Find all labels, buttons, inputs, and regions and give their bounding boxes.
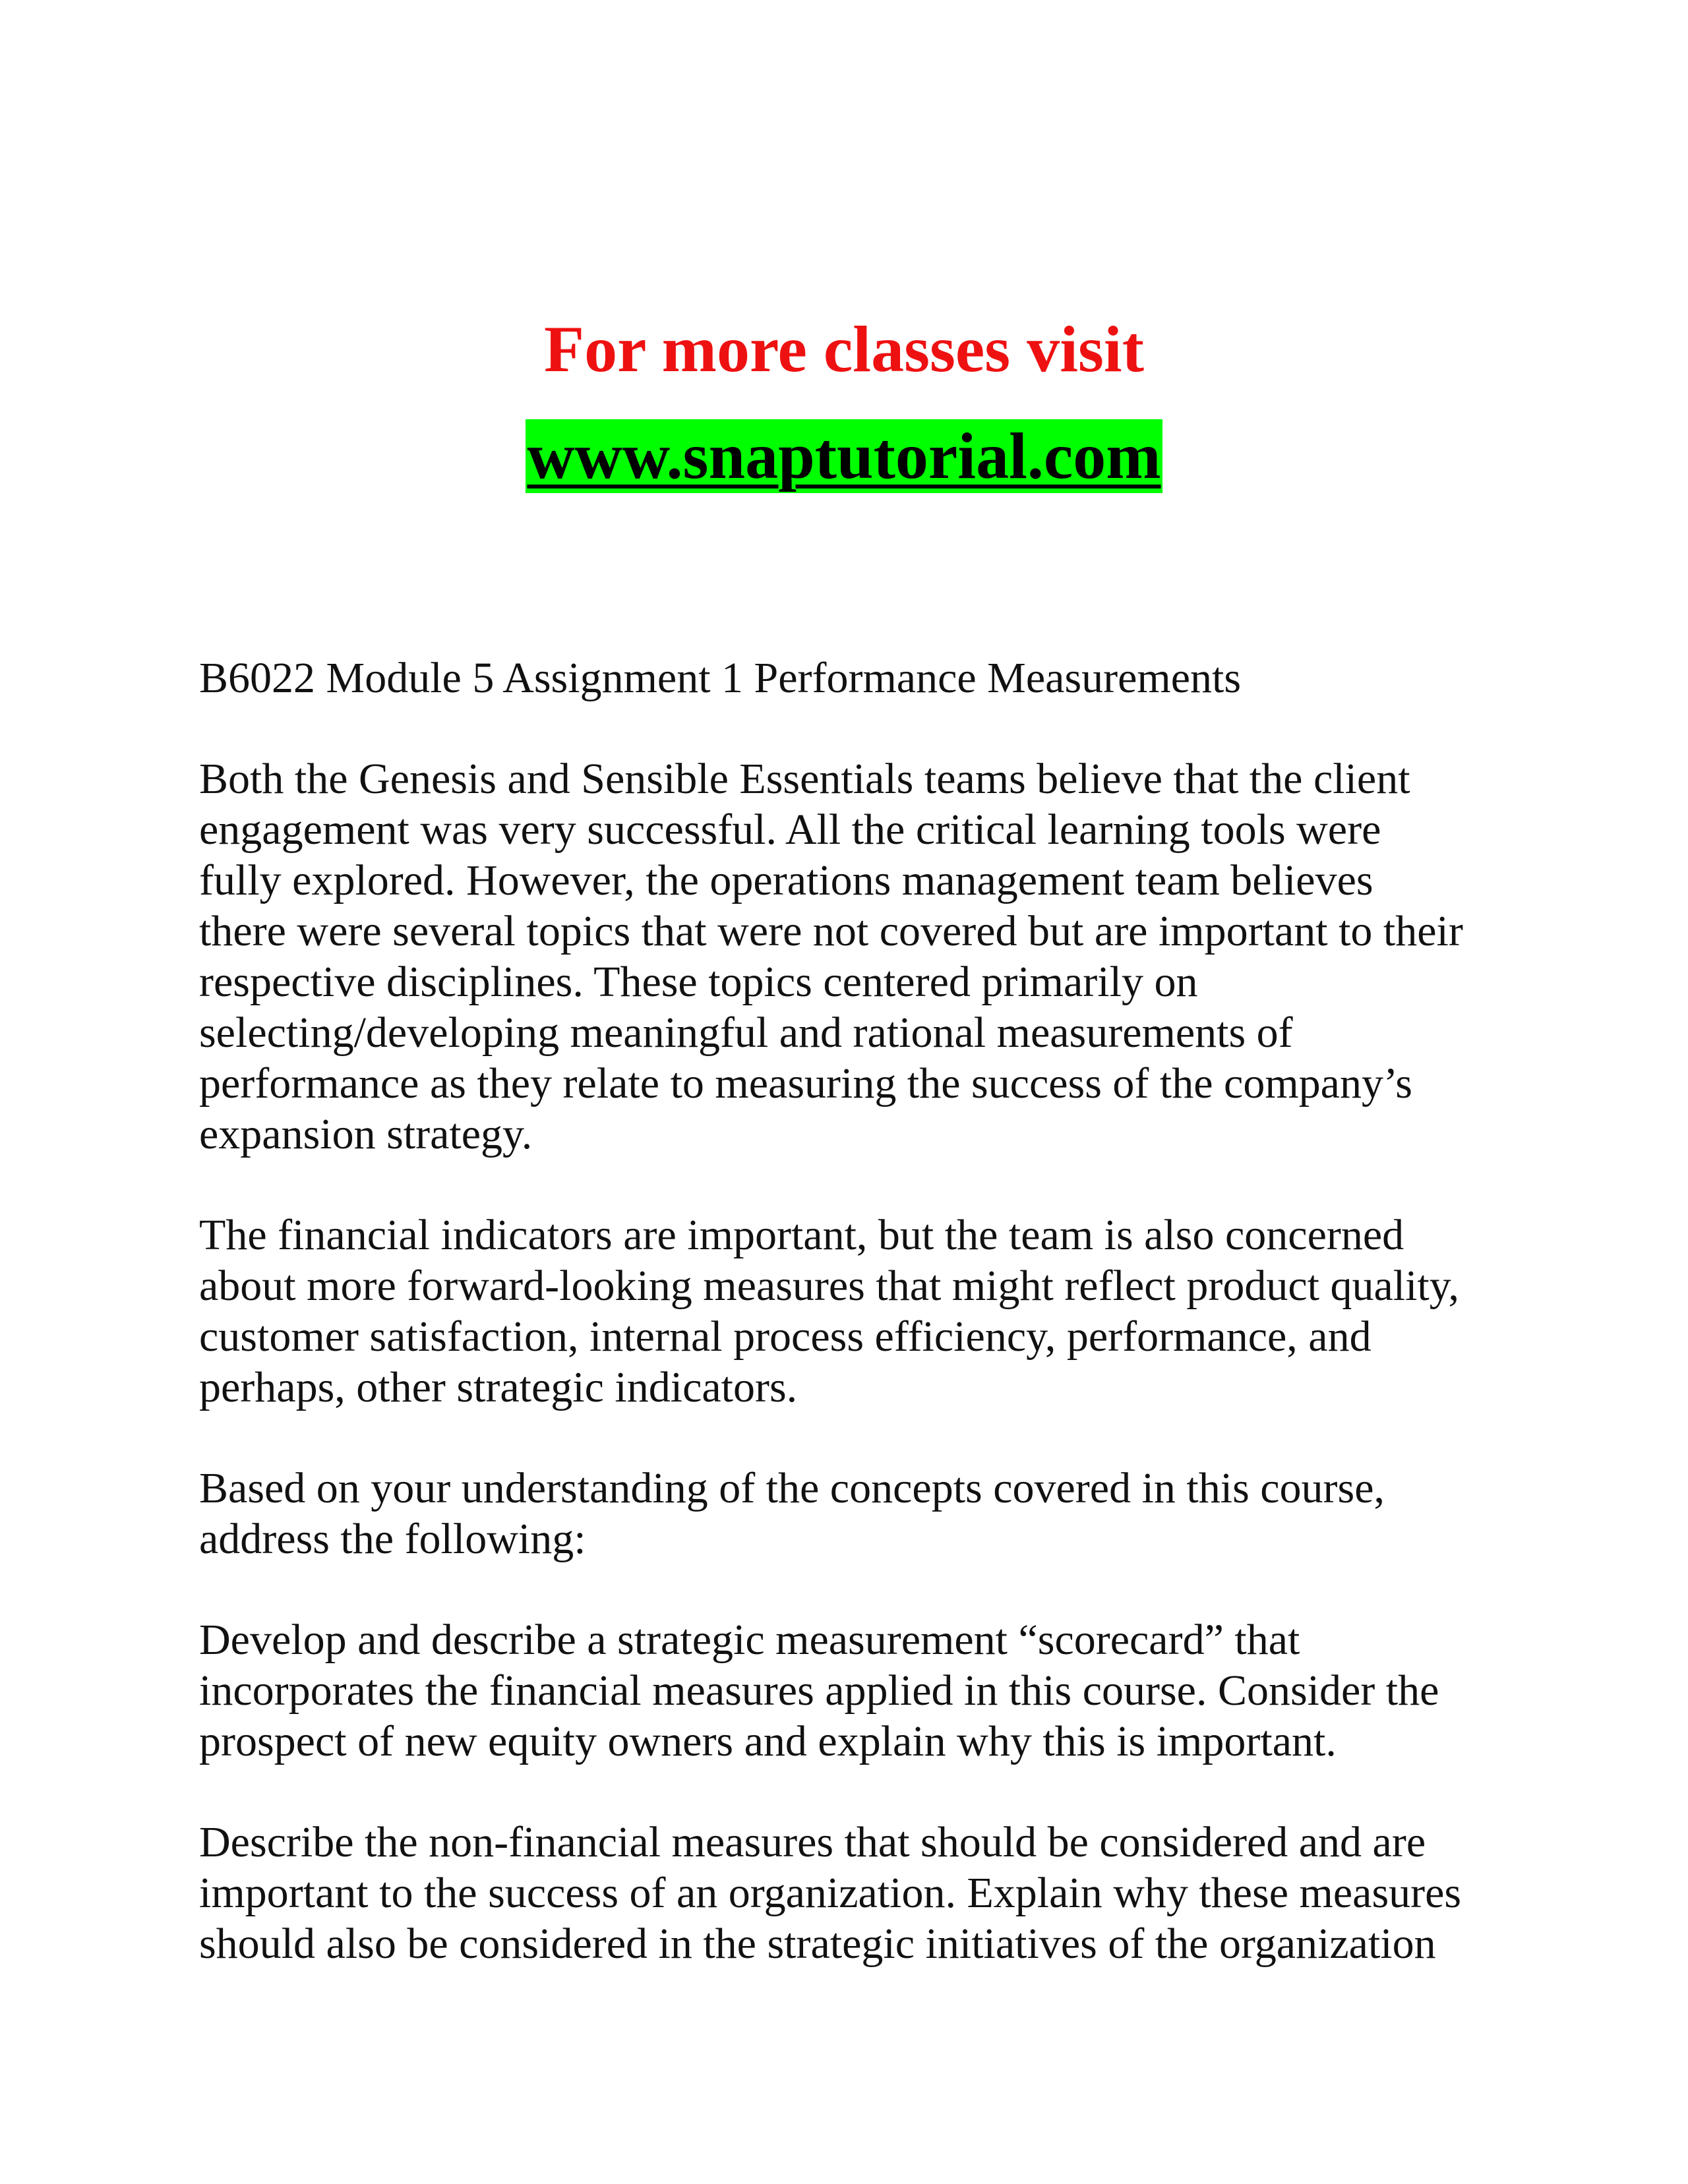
document-body (199, 653, 1518, 2019)
text-line: performance as they relate to measuring the success of the company’s (199, 1059, 1412, 1107)
paragraph-5 (199, 1817, 1518, 1969)
text-line: should also be considered in the strategic initiatives of the organization (199, 1920, 1436, 1968)
promo-header (0, 310, 1688, 493)
text-line: address the following: (199, 1515, 586, 1563)
text-line: important to the success of an organization. Explain why these measures (199, 1869, 1462, 1917)
text-line: The financial indicators are important, but the team is also concerned (199, 1211, 1404, 1259)
promo-url-link[interactable]: www.snaptutorial.com (527, 419, 1161, 492)
text-line: Both the Genesis and Sensible Essentials teams believe that the client (199, 755, 1410, 803)
text-line: engagement was very successful. All the critical learning tools were (199, 806, 1381, 854)
promo-heading: For more classes visit (543, 312, 1144, 386)
paragraph-2 (199, 1210, 1518, 1413)
text-line: perhaps, other strategic indicators. (199, 1363, 798, 1411)
text-line: Describe the non-financial measures that should be considered and are (199, 1818, 1426, 1866)
text-line: Based on your understanding of the concepts covered in this course, (199, 1464, 1385, 1512)
text-line: selecting/developing meaningful and rational measurements of (199, 1009, 1293, 1057)
text-line: customer satisfaction, internal process efficiency, performance, and (199, 1313, 1372, 1361)
paragraph-4 (199, 1614, 1518, 1767)
assignment-title: B6022 Module 5 Assignment 1 Performance Measurements (199, 654, 1242, 702)
text-line: prospect of new equity owners and explain why this is important. (199, 1717, 1337, 1765)
text-line: respective disciplines. These topics centered primarily on (199, 958, 1198, 1006)
text-line: fully explored. However, the operations management team believes (199, 856, 1373, 904)
text-line: incorporates the financial measures applied in this course. Consider the (199, 1667, 1439, 1715)
paragraph-3 (199, 1463, 1518, 1564)
text-line: there were several topics that were not covered but are important to their (199, 907, 1463, 955)
promo-url-wrapper (0, 419, 1688, 493)
paragraph-1 (199, 753, 1518, 1160)
text-line: about more forward-looking measures that might reflect product quality, (199, 1262, 1459, 1310)
text-line: Develop and describe a strategic measurement “scorecard” that (199, 1616, 1300, 1664)
text-line: expansion strategy. (199, 1110, 533, 1158)
